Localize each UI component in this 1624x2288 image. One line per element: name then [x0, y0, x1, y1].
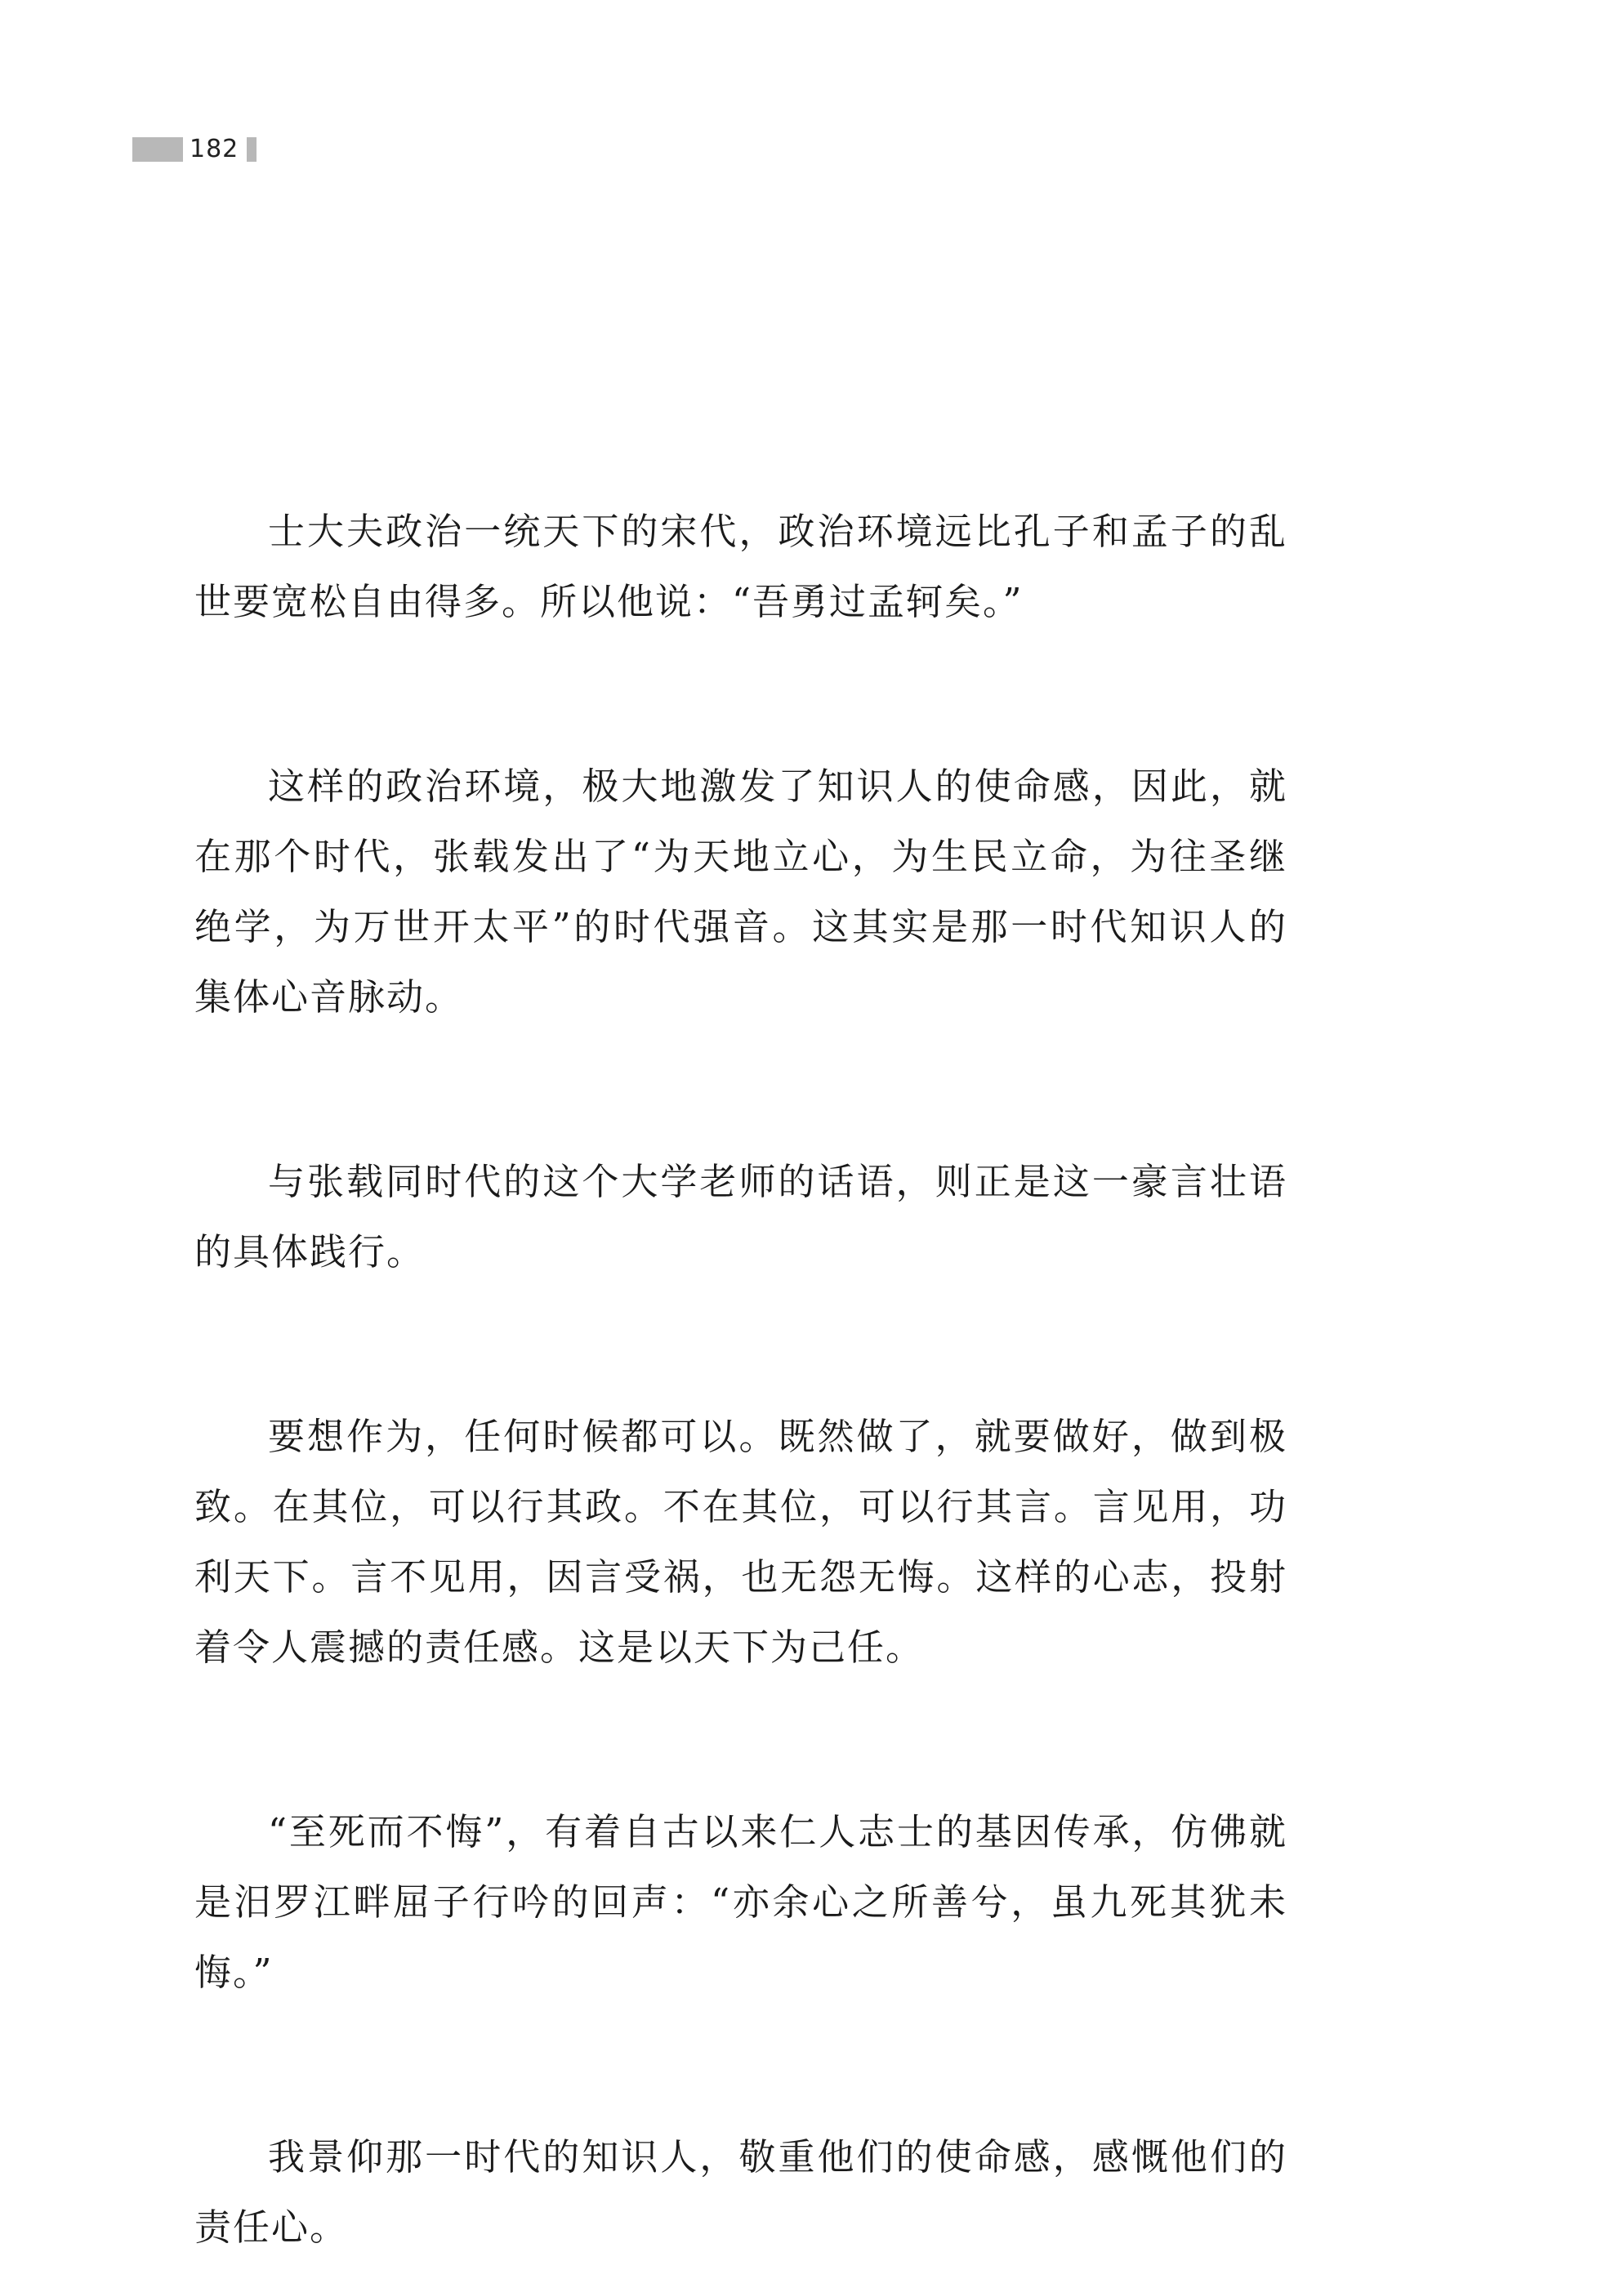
- paragraph-3: 与张载同时代的这个大学老师的话语，则正是这一豪言壮语的具体践行。: [194, 1160, 1287, 1273]
- body-text: [194, 497, 1287, 2263]
- header-decor-bar-left: [132, 137, 183, 162]
- paragraph-5: “至死而不悔”，有着自古以来仁人志士的基因传承，仿佛就是汨罗江畔屈子行吟的回声：“亦余心之所善兮，虽九死其犹未悔。”: [194, 1810, 1287, 1994]
- paragraph-1: 士大夫政治一统天下的宋代，政治环境远比孔子和孟子的乱世要宽松自由得多。所以他说：“吾勇过孟轲矣。”: [194, 510, 1287, 623]
- paragraph-4: 要想作为，任何时候都可以。既然做了，就要做好，做到极致。在其位，可以行其政。不在其位，可以行其言。言见用，功利天下。言不见用，因言受祸，也无怨无悔。这样的心志，投射着令人震撼的责任感。这是以天下为己任。: [194, 1415, 1287, 1669]
- header-decor-bar-right: [247, 137, 257, 162]
- paragraph-2: 这样的政治环境，极大地激发了知识人的使命感，因此，就在那个时代，张载发出了“为天地立心，为生民立命，为往圣继绝学，为万世开太平”的时代强音。这其实是那一时代知识人的集体心音脉动。: [194, 765, 1287, 1019]
- page-header: [132, 136, 257, 163]
- page-number: 182: [190, 135, 239, 163]
- paragraph-6: 我景仰那一时代的知识人，敬重他们的使命感，感慨他们的责任心。: [194, 2135, 1287, 2249]
